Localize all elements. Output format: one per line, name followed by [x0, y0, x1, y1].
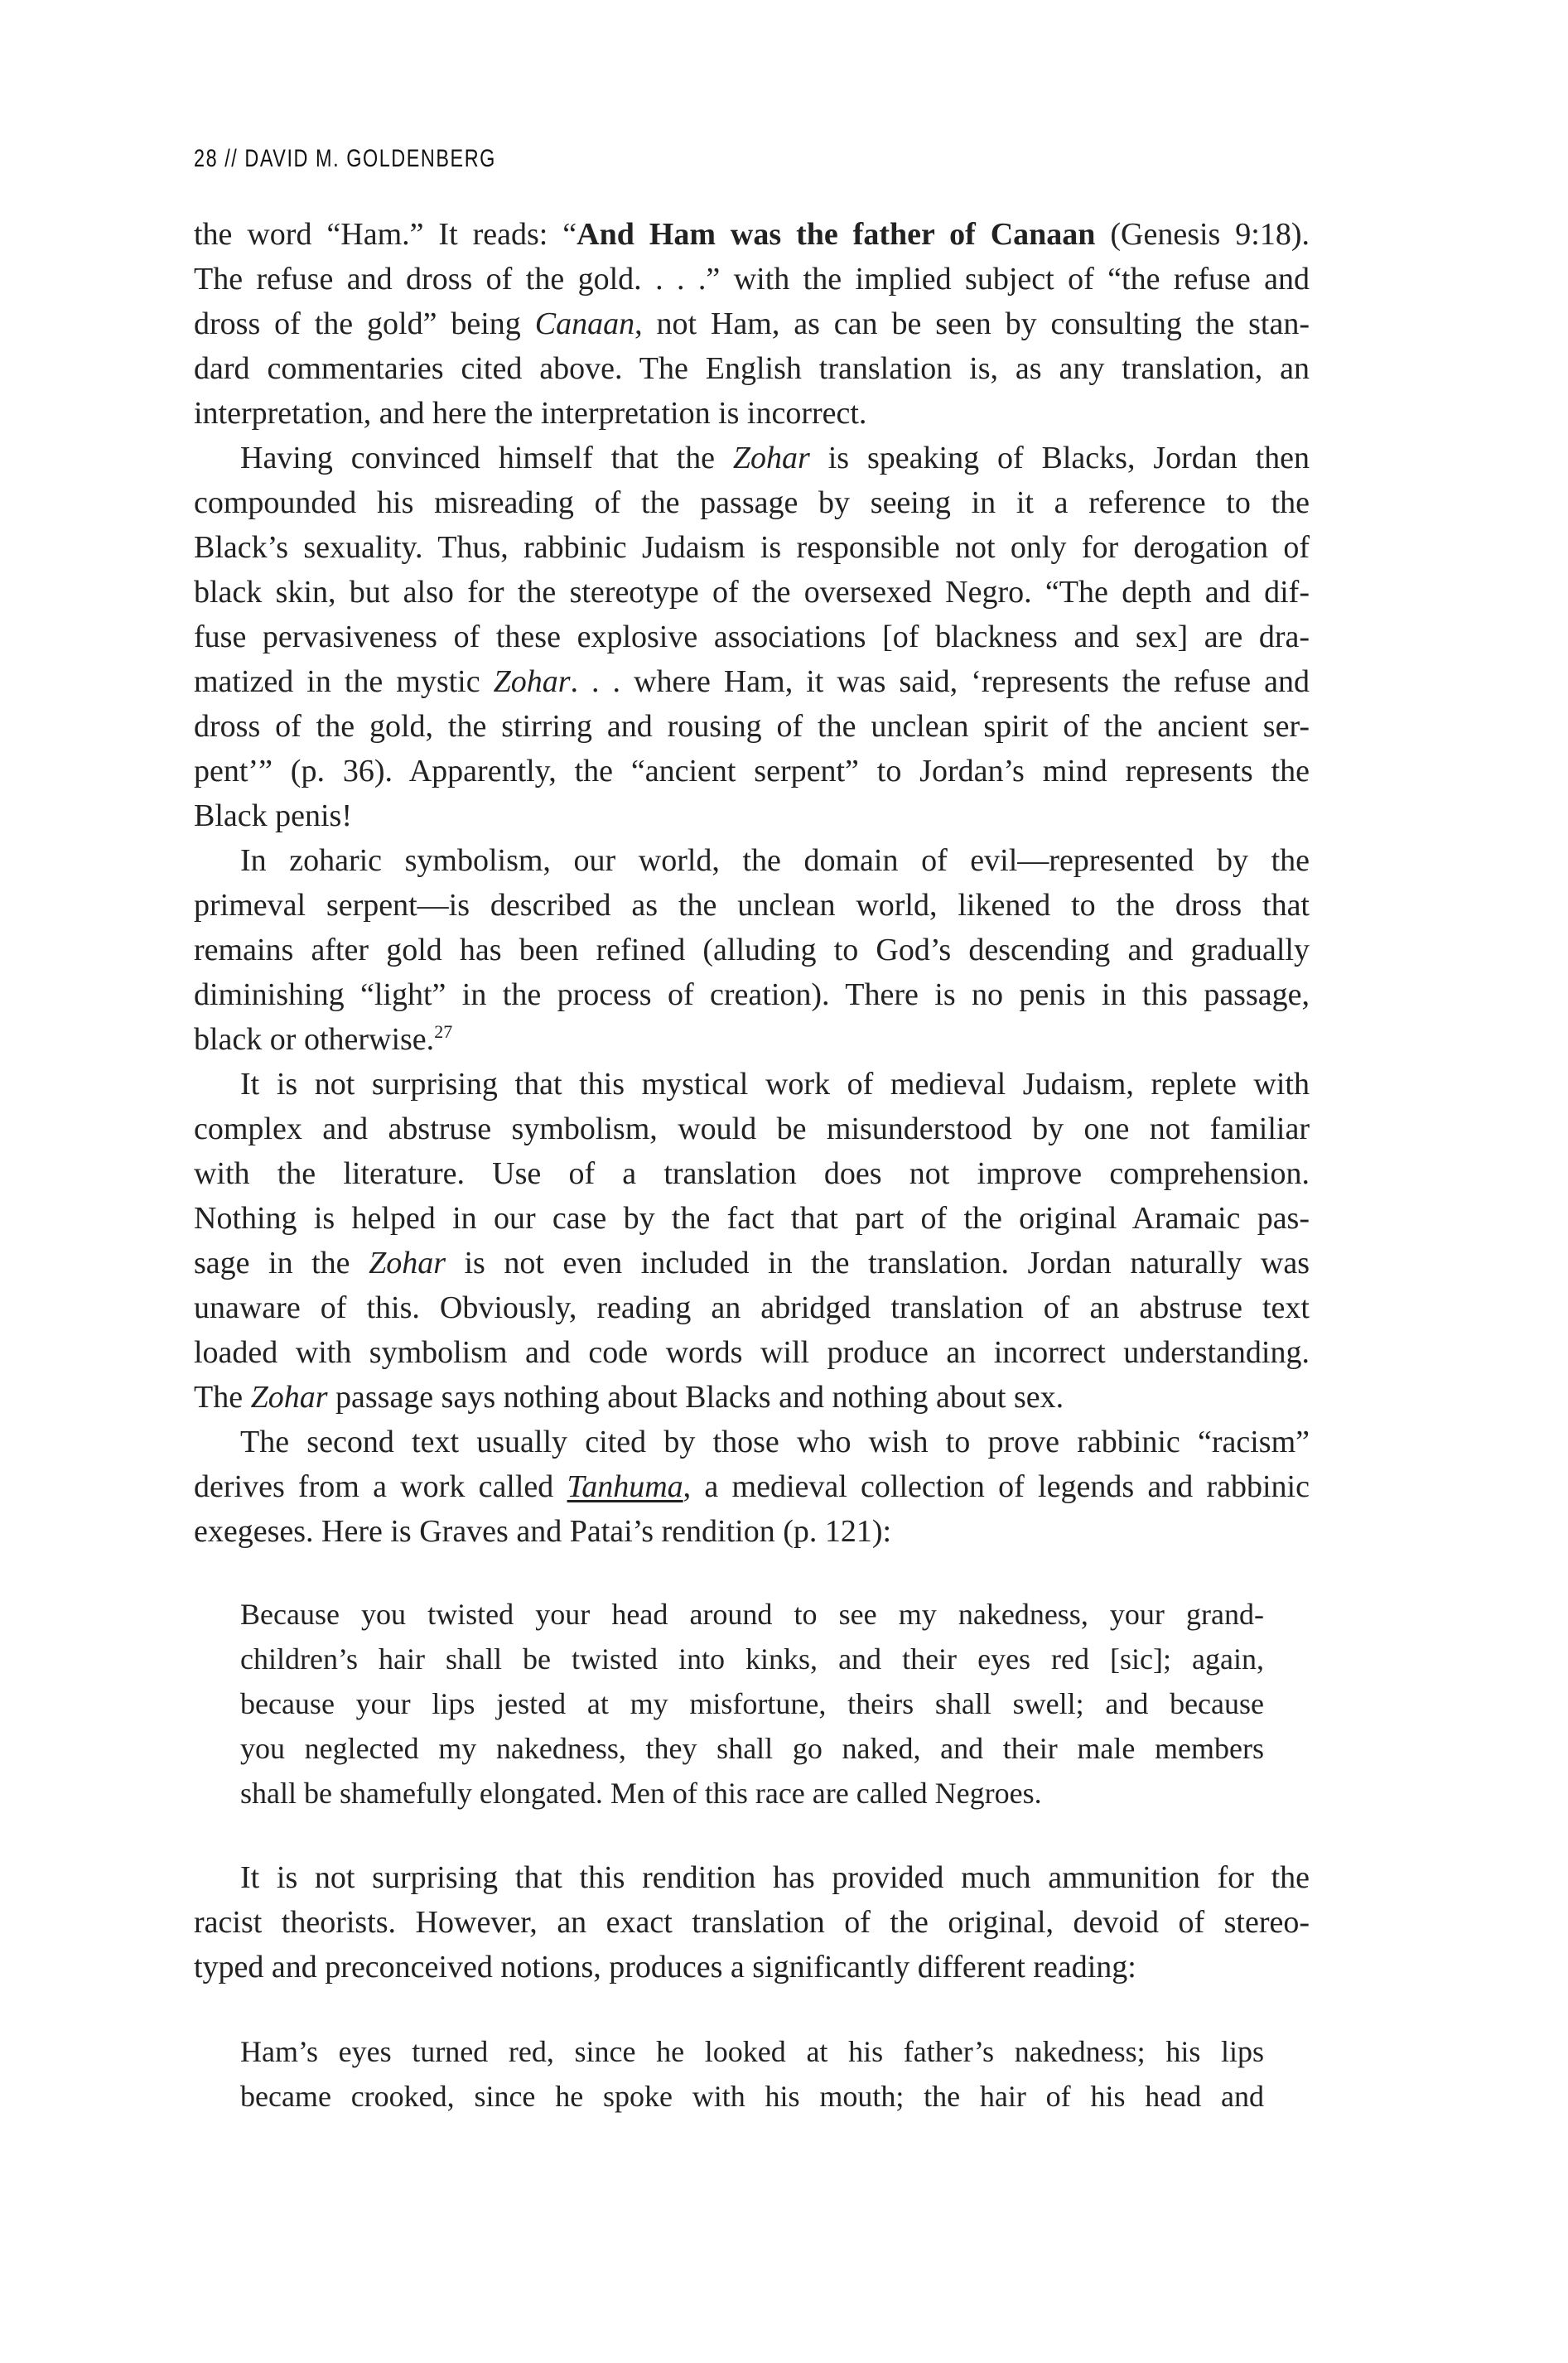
quote-line: shall be shamefully elongated. Men of this race are called Negroes.: [240, 1777, 1042, 1810]
text-line: Nothing is helped in our case by the fact that part of the original Aramaic pas-: [194, 1201, 1310, 1236]
bold-quote: And Ham was the father of Canaan: [577, 217, 1096, 252]
text-line: It is not surprising that this rendition has provided much ammunition for the: [240, 1860, 1310, 1895]
quote-line: Ham’s eyes turned red, since he looked at his father’s nakedness; his lips: [240, 2035, 1264, 2068]
text-line: remains after gold has been refined (alluding to God’s descending and gradually: [194, 933, 1310, 967]
text-line: unaware of this. Obviously, reading an abridged translation of an abstruse text: [194, 1290, 1310, 1325]
text-line: compounded his misreading of the passage by seeing in it a reference to the: [194, 485, 1310, 520]
text-line: fuse pervasiveness of these explosive associations [of blackness and sex] are dra-: [194, 620, 1310, 654]
quote-line: children’s hair shall be twisted into kinks, and their eyes red [sic]; again,: [240, 1642, 1264, 1676]
text-line: diminishing “light” in the process of creation). There is no penis in this passage,: [194, 977, 1310, 1012]
text-line: The refuse and dross of the gold. . . .” with the implied subject of “the refuse and: [194, 262, 1310, 297]
text-line: matized in the mystic Zohar. . . where Ham, it was said, ‘represents the refuse and: [194, 664, 1310, 699]
italic-term: Zohar: [493, 664, 571, 699]
text-line: primeval serpent—is described as the unclean world, likened to the dross that: [194, 888, 1310, 923]
footnote-marker: 27: [434, 1021, 453, 1042]
text-line: with the literature. Use of a translation does not improve comprehension.: [194, 1156, 1310, 1191]
text-line: Having convinced himself that the Zohar is speaking of Blacks, Jordan then: [240, 441, 1310, 475]
text-line: interpretation, and here the interpretation is incorrect.: [194, 396, 867, 431]
text-line: exegeses. Here is Graves and Patai’s rendition (p. 121):: [194, 1514, 892, 1549]
quote-line: Because you twisted your head around to see my nakedness, your grand-: [240, 1598, 1264, 1631]
text-line: black or otherwise.$^{27}$: [194, 1021, 453, 1057]
italic-term: Tanhuma: [567, 1469, 683, 1504]
text-line: sage in the Zohar is not even included in the translation. Jordan naturally was: [194, 1246, 1310, 1280]
quote-line: became crooked, since he spoke with his mouth; the hair of his head and: [240, 2080, 1264, 2113]
text-line: dard commentaries cited above. The English translation is, as any translation, an: [194, 351, 1310, 386]
text-line: dross of the gold, the stirring and rousing of the unclean spirit of the ancient ser-: [194, 709, 1310, 744]
quote-line: you neglected my nakedness, they shall go naked, and their male members: [240, 1732, 1264, 1765]
text-line: racist theorists. However, an exact translation of the original, devoid of stereo-: [194, 1905, 1310, 1940]
italic-term: Zohar: [732, 441, 810, 475]
running-head: 28 // DAVID M. GOLDENBERG: [194, 145, 496, 172]
text-line: It is not surprising that this mystical work of medieval Judaism, replete with: [240, 1067, 1310, 1102]
text-line: Black penis!: [194, 798, 353, 833]
text-line: dross of the gold” being Canaan, not Ham, as can be seen by consulting the stan-: [194, 306, 1310, 341]
quote-line: because your lips jested at my misfortune, theirs shall swell; and because: [240, 1687, 1264, 1720]
text-line: complex and abstruse symbolism, would be misunderstood by one not familiar: [194, 1112, 1310, 1146]
text-line: typed and preconceived notions, produces a significantly different reading:: [194, 1950, 1136, 1984]
text-line: the word “Ham.” It reads: “And Ham was the father of Canaan (Genesis 9:18).: [194, 217, 1310, 252]
italic-term: Zohar: [369, 1246, 446, 1280]
text-line: The second text usually cited by those who wish to prove rabbinic “racism”: [240, 1425, 1310, 1459]
text-line: black skin, but also for the stereotype of the oversexed Negro. “The depth and dif-: [194, 575, 1310, 610]
italic-term: Zohar: [250, 1380, 328, 1415]
text-line: loaded with symbolism and code words will produce an incorrect understanding.: [194, 1335, 1310, 1370]
text-line: Black’s sexuality. Thus, rabbinic Judaism is responsible not only for derogation of: [194, 530, 1310, 565]
text-line: derives from a work called Tanhuma, a medieval collection of legends and rabbinic: [194, 1469, 1310, 1504]
text-line: In zoharic symbolism, our world, the domain of evil—represented by the: [240, 843, 1310, 878]
text-line: pent’” (p. 36). Apparently, the “ancient serpent” to Jordan’s mind represents the: [194, 754, 1310, 788]
text-line: The Zohar passage says nothing about Blacks and nothing about sex.: [194, 1380, 1064, 1415]
italic-term: Canaan: [534, 306, 635, 341]
